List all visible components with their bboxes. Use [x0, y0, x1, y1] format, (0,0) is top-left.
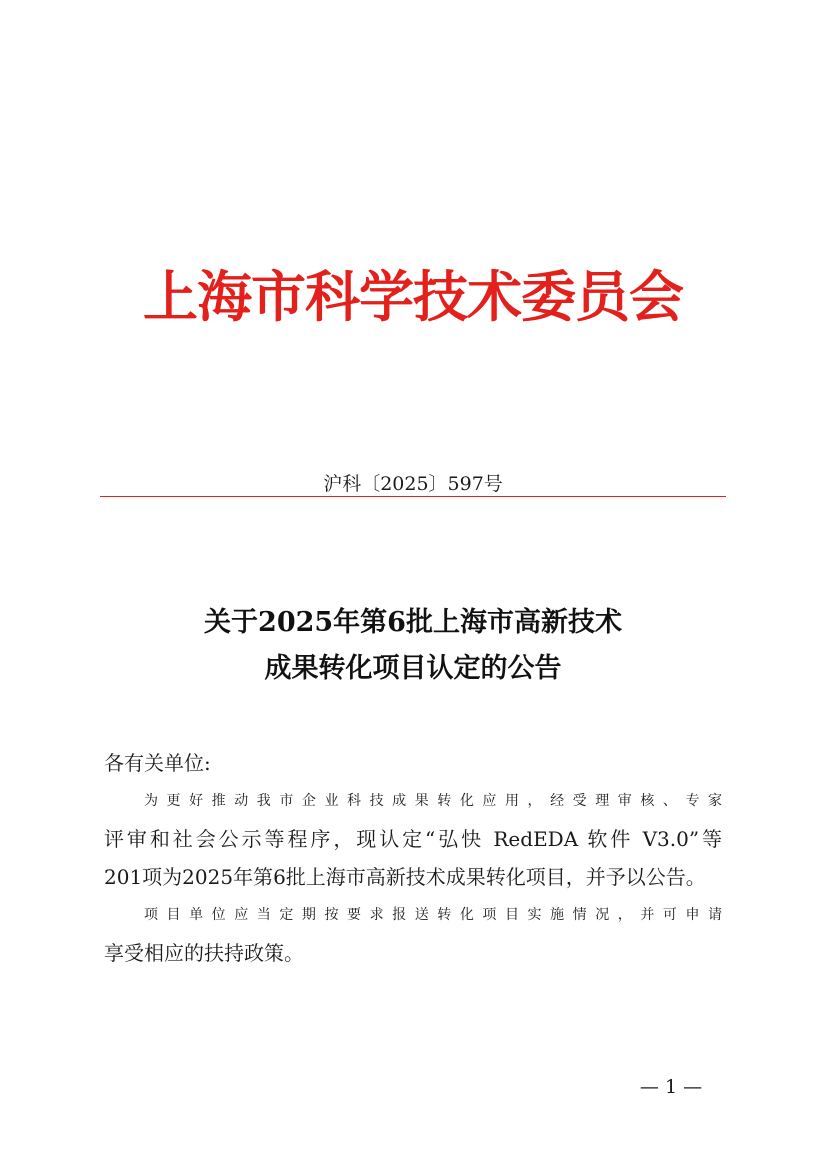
paragraph-2-line-2: 享受相应的扶持政策。 — [104, 941, 304, 965]
document-number: 沪科〔2025〕597号 — [323, 473, 503, 495]
paragraph-1-line-2: 评审和社会公示等程序，现认定“弘快 RedEDA 软件 V3.0”等 — [104, 827, 722, 851]
paragraph-2-line-1: 项目单位应当定期按要求报送转化项目实施情况，并可申请 — [144, 907, 722, 923]
paragraph-1-line-1: 为更好推动我市企业科技成果转化应用，经受理审核、专家 — [144, 793, 722, 809]
page-number: — 1 — — [639, 1076, 703, 1098]
salutation: 各有关单位: — [104, 751, 211, 775]
notice-title-line-1: 关于2025年第6批上海市高新技术 — [204, 607, 622, 638]
paragraph-1-line-3: 201项为2025年第6批上海市高新技术成果转化项目，并予以公告。 — [104, 865, 706, 889]
notice-body — [104, 744, 722, 972]
issuer-letterhead: 上海市科学技术委员会 — [142, 264, 683, 329]
paragraph-1 — [104, 782, 722, 896]
notice-title — [100, 600, 726, 692]
letterhead-divider — [100, 496, 726, 497]
notice-title-line-2: 成果转化项目认定的公告 — [264, 653, 562, 684]
paragraph-2 — [104, 896, 722, 972]
